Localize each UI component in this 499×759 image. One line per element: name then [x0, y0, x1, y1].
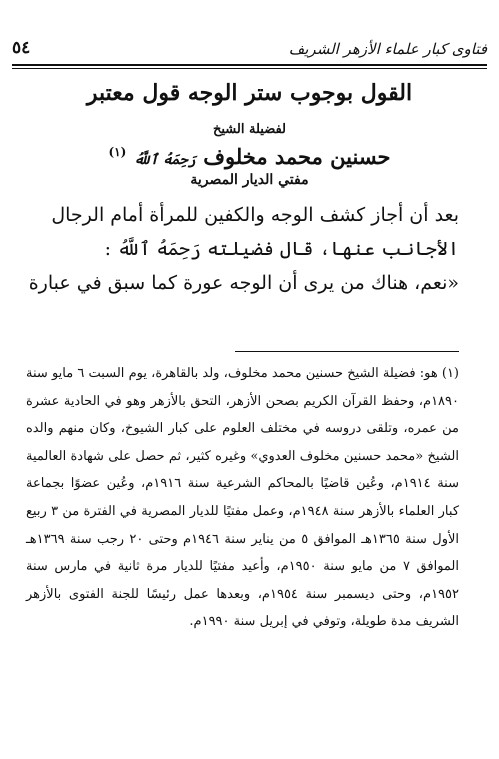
author-line — [0, 144, 499, 169]
honorific: رَحِمَهُ ٱللَّهُ — [133, 152, 196, 168]
footnote-text: (١) هو: فضيلة الشيخ حسنين محمد مخلوف، ولد بالقاهرة، يوم السبت ٦ مايو سنة ١٨٩٠م، وحفظ القرآن الكريم بصحن الأزهر، التحق بالأزهر وهو في الحادية عشرة من عمره، وتلقى دروسه في مختلف العلوم على كبار الشيوخ، وكان منهم والده الشيخ «محمد حسنين مخلوف العدوي» وغيره كثير، ثم حصل على شهادة العالمية سنة ١٩١٤م، وعُين قاضيًا بالمحاكم الشرعية سنة ١٩١٦م، وعُين عضوًا بجماعة كبار العلماء بالأزهر سنة ١٩٤٨م، وعمل مفتيًا للديار المصرية في الفترة من ٣ ربيع الأول سنة ١٣٦٥هـ الموافق ٥ من يناير سنة ١٩٤٦م وحتى ٢٠ رجب سنة ١٣٦٩هـ الموافق ٧ من مايو سنة ١٩٥٠م، وأعيد مفتيًا للديار مرة ثانية في مارس سنة ١٩٥٢م، وحتى ديسمبر سنة ١٩٥٤م، وبعدها عمل رئيسًا للجنة الفتوى بالأزهر الشريف مدة طويلة، وتوفي في إبريل سنة ١٩٩٠م. — [26, 366, 460, 630]
article-title: القول بوجوب ستر الوجه قول معتبر — [86, 80, 413, 106]
body-line: بعد أن أجاز كشف الوجه والكفين للمرأة أمام الرجال — [51, 204, 459, 226]
header-rule-thin — [12, 68, 487, 69]
body-text — [30, 198, 459, 300]
footnote-marker: (١) — [108, 145, 127, 159]
body-line: الأجانب عنها، قال فضيلته رَحِمَهُ ٱللَّهُ : — [104, 238, 459, 260]
author-name: حسنين محمد مخلوف — [203, 144, 391, 169]
page-number: ٥٤ — [12, 38, 31, 58]
footnote — [26, 360, 459, 636]
author-title: مفتي الديار المصرية — [190, 172, 309, 188]
running-title: فتاوى كبار علماء الأزهر الشريف — [288, 40, 487, 58]
page-header — [12, 26, 487, 62]
header-rule — [12, 64, 487, 66]
footnote-rule — [235, 351, 459, 352]
author-prefix: لفضيلة الشيخ — [212, 122, 287, 137]
body-line: «نعم، هناك من يرى أن الوجه عورة كما سبق في عبارة — [28, 272, 459, 294]
